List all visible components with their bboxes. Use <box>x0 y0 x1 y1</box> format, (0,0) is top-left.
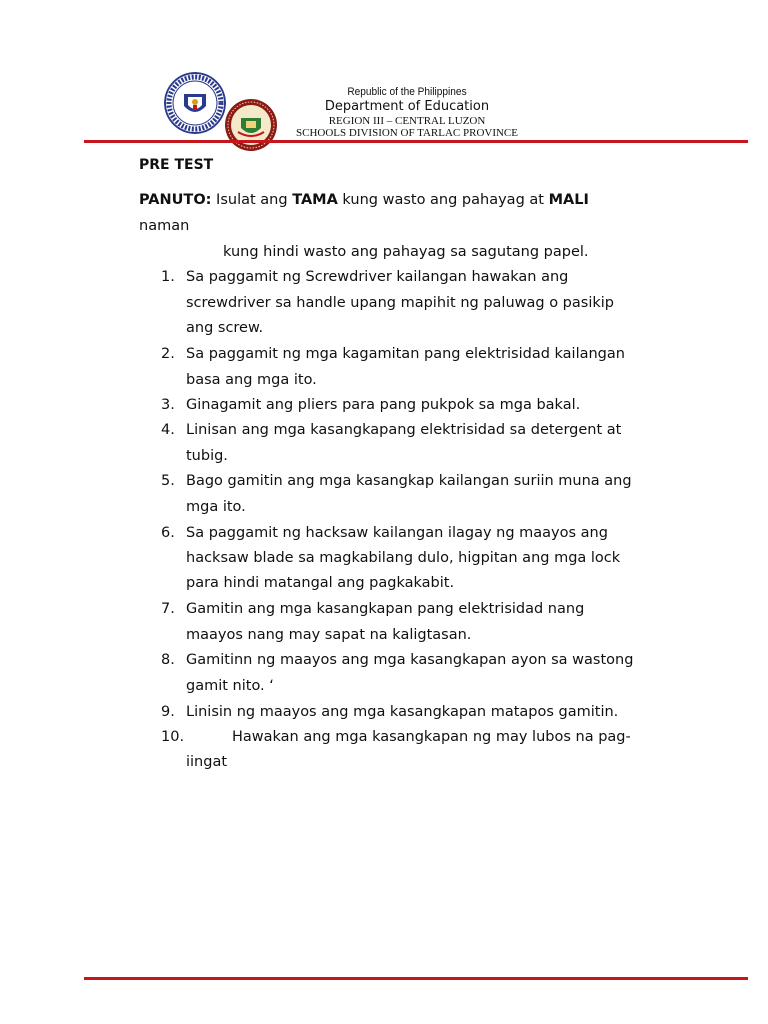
instructions-tama: TAMA <box>292 192 338 208</box>
deped-seal-logo <box>164 72 226 134</box>
instructions-line-1 <box>139 191 589 209</box>
department-heading: Department of Education <box>324 99 490 114</box>
item-line: screwdriver sa handle upang mapihit ng paluwag o pasikip <box>186 295 614 311</box>
item-number: 9. <box>161 704 175 720</box>
item-line: Hawakan ang mga kasangkapan ng may lubos na pag- <box>232 729 631 745</box>
instructions-line-3: kung hindi wasto ang pahayag sa sagutang papel. <box>223 244 589 260</box>
item-line: Linisin ng maayos ang mga kasangkapan matapos gamitin. <box>186 704 619 720</box>
item-number: 8. <box>161 652 175 668</box>
item-line: Bago gamitin ang mga kasangkap kailangan suriin muna ang <box>186 473 632 489</box>
item-line: Linisan ang mga kasangkapang elektrisidad sa detergent at <box>186 422 622 438</box>
item-line: Gamitinn ng maayos ang mga kasangkapan ayon sa wastong <box>186 652 634 668</box>
item-number: 3. <box>161 397 175 413</box>
item-number: 10. <box>161 729 185 745</box>
instructions-line-2: naman <box>139 218 190 234</box>
item-line: para hindi matangal ang pagkakabit. <box>186 575 455 591</box>
item-line: Sa paggamit ng hacksaw kailangan ilagay ng maayos ang <box>186 525 608 541</box>
instructions-mali: MALI <box>548 192 589 208</box>
item-line: Gamitin ang mga kasangkapan pang elektrisidad nang <box>186 601 585 617</box>
footer-divider <box>84 977 748 980</box>
item-number: 6. <box>161 525 175 541</box>
item-line: gamit nito. ‘ <box>186 678 274 694</box>
item-number: 2. <box>161 346 175 362</box>
item-line: maayos nang may sapat na kaligtasan. <box>186 627 472 643</box>
instructions-label: PANUTO: <box>139 192 212 208</box>
item-line: Sa paggamit ng mga kagamitan pang elektrisidad kailangan <box>186 346 625 362</box>
item-line: iingat <box>186 754 228 770</box>
page-title: PRE TEST <box>139 157 214 173</box>
item-line: ang screw. <box>186 320 264 336</box>
item-number: 4. <box>161 422 175 438</box>
item-number: 5. <box>161 473 175 489</box>
item-number: 7. <box>161 601 175 617</box>
item-line: Ginagamit ang pliers para pang pukpok sa mga bakal. <box>186 397 581 413</box>
division-heading: SCHOOLS DIVISION OF TARLAC PROVINCE <box>296 127 518 139</box>
republic-heading: Republic of the Philippines <box>347 86 467 98</box>
item-line: mga ito. <box>186 499 246 515</box>
instructions-text-2: kung wasto ang pahayag at <box>337 192 549 208</box>
region-heading: REGION III – CENTRAL LUZON <box>328 115 486 127</box>
item-line: basa ang mga ito. <box>186 372 317 388</box>
item-number: 1. <box>161 269 175 285</box>
header-divider <box>84 140 748 143</box>
item-line: hacksaw blade sa magkabilang dulo, higpitan ang mga lock <box>186 550 621 566</box>
item-line: tubig. <box>186 448 228 464</box>
item-line: Sa paggamit ng Screwdriver kailangan hawakan ang <box>186 269 569 285</box>
instructions-text-1: Isulat ang <box>211 192 293 208</box>
